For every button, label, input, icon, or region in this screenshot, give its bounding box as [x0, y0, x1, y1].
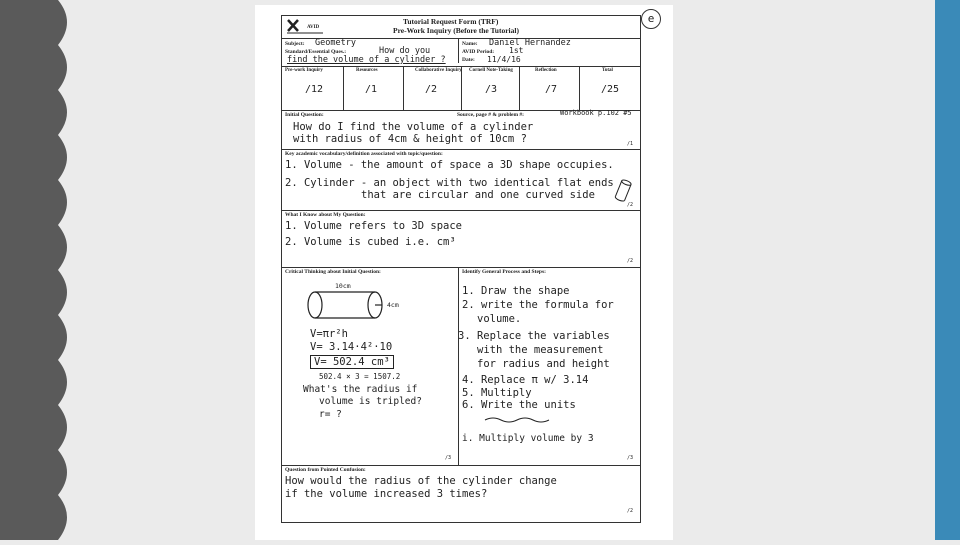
equation-2: V= 3.14·4²·10 [310, 341, 393, 353]
vocab-item-1: 1. Volume - the amount of space a 3D shape occupies. [285, 159, 614, 171]
cylinder-sketch-icon [613, 178, 633, 204]
scanned-form-page: AVID Tutorial Request Form (TRF) Pre-Work Inquiry (Before the Tutorial) e Subject: Geometry Standard/Essential Ques.: How do you find the volume of a cylinder ? Name: Daniel Hernandez AVID Period: 1st Date: 11/4/16 Pre-work Inquiry Resources Collaborative Inquiry Cornell Note-Taking Reflection Total /12 /1 /2 /3 /7 /25 Initial Question: Source, page # & problem #: Workbook p.102 #5 How do I find the volume of a cylinder with radius of 4cm & height of 10cm ? /1 Key academic vocabulary/definition associated with topic/question: 1. Volume - the amount of space a 3D shape occupies. 2. Cylinder - an object with two identical flat ends that are circular and one curved side /2 What I Know about My Question: 1. Volume refers to 3D space 2. Volume is cubed i.e. cm³ /2 Critical Thinking about Initial Question: Identify General Process and Steps: 10cm 4cm V=πr²h V= 3.14·4²·10 V= 502.4 cm³ 502.4 × 3 = 1507.2 What's the radius if volume is tripled? r= ? /3 1. Draw the shape 2. write the formula for volume. 3. Replace the variables with the measurement for radius and height 4. Replace π w/ 3.14 5. Multiply 6. Write the units i. Multiply volume by 3 /3 Question from Pointed Confusion: How would the radius of the cylinder change if the volume increased 3 times? /2 [255, 5, 673, 540]
critical-question-1: What's the radius if [303, 384, 418, 395]
score-total: /25 [601, 84, 620, 95]
score-resources: /1 [365, 84, 378, 95]
period-value: 1st [509, 46, 524, 55]
vocab-item-2-cont: that are circular and one curved side [361, 189, 595, 201]
confusion-line1: How would the radius of the cylinder change [285, 475, 557, 487]
process-step: 1. Draw the shape [462, 285, 570, 297]
process-extra: i. Multiply volume by 3 [462, 433, 594, 444]
vocabulary-label: Key academic vocabulary/definition associated with topic/question: [285, 151, 443, 157]
equation-1: V=πr²h [310, 328, 348, 340]
critical-question-3: r= ? [319, 409, 342, 420]
form-subtitle: Pre-Work Inquiry (Before the Tutorial) [393, 26, 519, 35]
form-title: Tutorial Request Form (TRF) [403, 17, 499, 26]
process-step: volume. [477, 313, 522, 325]
initial-question-line2: with radius of 4cm & height of 10cm ? [293, 133, 527, 145]
process-step: 5. Multiply [462, 387, 532, 399]
page-mark: e [641, 9, 661, 29]
score-collab: /2 [425, 84, 438, 95]
underline-squiggle [483, 411, 553, 429]
confusion-label: Question from Pointed Confusion: [285, 467, 366, 473]
subject-value: Geometry [315, 38, 356, 48]
process-step: 3. Replace the variables [458, 330, 610, 342]
avid-logo: AVID [285, 17, 325, 40]
cylinder-drawing [305, 287, 395, 332]
name-value: Daniel Hernandez [489, 38, 571, 48]
score-reflection: /7 [545, 84, 558, 95]
critical-question-2: volume is tripled? [319, 396, 422, 407]
equation-3-boxed: V= 502.4 cm³ [310, 355, 394, 369]
critical-thinking-label: Critical Thinking about Initial Question: [285, 269, 381, 275]
score-cornell: /3 [485, 84, 498, 95]
source-value: Workbook p.102 #5 [560, 109, 632, 117]
know-item-2: 2. Volume is cubed i.e. cm³ [285, 236, 456, 248]
process-step: 6. Write the units [462, 399, 576, 411]
process-step: 2. write the formula for [462, 299, 614, 311]
standard-value: How do you [379, 46, 431, 56]
process-label: Identify General Process and Steps: [462, 269, 546, 275]
know-item-1: 1. Volume refers to 3D space [285, 220, 463, 232]
equation-4: 502.4 × 3 = 1507.2 [319, 372, 401, 381]
initial-question-label: Initial Question: [285, 112, 324, 118]
left-decorative-band [0, 0, 70, 540]
standard-value-cont: find the volume of a cylinder ? [287, 55, 446, 65]
score-prework: /12 [305, 84, 324, 95]
right-accent-band [935, 0, 960, 540]
vocab-item-2: 2. Cylinder - an object with two identical flat ends [285, 177, 614, 189]
squiggle-icon [483, 416, 553, 424]
know-label: What I Know about My Question: [285, 212, 366, 218]
date-value: 11/4/16 [487, 55, 521, 64]
process-step: 4. Replace π w/ 3.14 [462, 374, 589, 386]
cylinder-drawing-icon [305, 287, 395, 327]
initial-question-line1: How do I find the volume of a cylinder [293, 121, 534, 133]
zigzag-edge [0, 0, 70, 540]
process-step: for radius and height [477, 358, 610, 370]
process-step: with the measurement [477, 344, 604, 356]
confusion-line2: if the volume increased 3 times? [285, 488, 488, 500]
